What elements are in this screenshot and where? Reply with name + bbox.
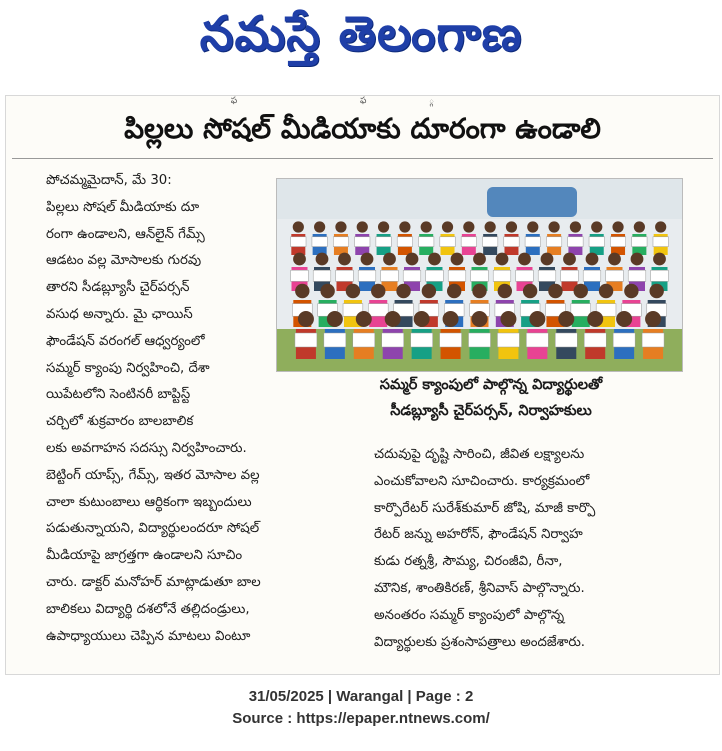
article-line: సమ్మర్ క్యాంపు నిర్వహించి, దేశా [46, 360, 210, 376]
caption-line-1: సమ్మర్ క్యాంపులో పాల్గొన్న విద్యార్థులతో [379, 377, 603, 393]
article-line: మీడియాపై జాగ్రత్తగా ఉండాలని సూచిం [46, 548, 243, 564]
article-line: ఆడటం వల్ల మోసాలకు గురవు [46, 253, 202, 269]
group-photo [276, 178, 683, 372]
article-line: కార్పొరేటర్ సురేశ్‌కుమార్ జోషి, మాజీ కార్పొ [374, 500, 596, 516]
caption-line-2: సీడబ్ల్యూసీ చైర్‌పర్సన్, నిర్వాహకులు [390, 403, 592, 419]
newspaper-logo: నమస్తే తెలంగాణ [199, 6, 523, 62]
article-column-left [46, 168, 271, 650]
article-line: వసుధ అన్నారు. మై ఛాయిస్ [46, 306, 193, 322]
article-line: మౌనిక, శాంతికిరణ్, శ్రీనివాస్ పాల్గొన్నారు. [374, 580, 585, 596]
article-headline: పిల్లలు సోషల్ మీడియాకు దూరంగా ఉండాలి [124, 112, 601, 145]
newspaper-clipping [5, 95, 720, 675]
group-photo-illustration [277, 179, 682, 371]
article-line: చాలా కుటుంబాలు ఆర్థికంగా ఇబ్బందులు [46, 494, 252, 510]
article-line: చారు. డాక్టర్ మనోహర్ మాట్లాడుతూ బాల [46, 574, 261, 590]
article-line: రేటర్ జన్ను అహరోన్, ఫౌండేషన్ నిర్వాహ [374, 527, 583, 543]
article-column-right [374, 442, 689, 656]
article-line: బాలికలు విద్యార్థి దశలోనే తల్లిదండ్రులు, [46, 601, 250, 617]
article-line: పోచమ్మమైదాన్, మే 30: [46, 173, 172, 188]
article-line: యిపేటలోని సెంటినరీ బాప్టిస్ట్ [46, 387, 191, 403]
article-line: తారని సీడబ్ల్యూసీ చైర్‌పర్సన్ [46, 280, 190, 296]
masthead [0, 0, 722, 92]
headline-divider [12, 158, 713, 159]
source-footer [0, 686, 722, 730]
article-line: పడుతున్నాయని, విద్యార్థులందరూ సోషల్ [46, 521, 260, 537]
article-line: లకు అవగాహన సదస్సు నిర్వహించారు. [46, 440, 247, 456]
article-line: కుడు రత్నశ్రీ, సౌమ్య, చిరంజీవి, రీనా, [374, 554, 563, 570]
article-line: విద్యార్థులకు ప్రశంసాపత్రాలు అందజేశారు. [374, 634, 586, 650]
cut-off-text-stub: ఫ ఫ ్గ [230, 96, 495, 106]
article-line: ఎంచుకోవాలని సూచించారు. కార్యక్రమంలో [374, 473, 590, 489]
date-edition-page: 31/05/2025 | Warangal | Page : 2 [248, 688, 474, 705]
article-line: రంగా ఉండాలని, ఆన్‌లైన్ గేమ్స్ [46, 226, 205, 242]
article-line: అనంతరం సమ్మర్ క్యాంపులో పాల్గొన్న [374, 607, 565, 623]
article-line: పిల్లలు సోషల్ మీడియాకు దూ [46, 199, 200, 215]
article-line: చర్చిలో శుక్రవారం బాలబాలిక [46, 414, 194, 430]
article-line: ఫౌండేషన్ వరంగల్ ఆధ్వర్యంలో [46, 333, 205, 349]
article-line: ఉపాధ్యాయులు చెప్పిన మాటలు వింటూ [46, 628, 251, 644]
photo-caption [306, 372, 676, 424]
source-url: Source : https://epaper.ntnews.com/ [232, 710, 490, 727]
article-line: చదువుపై దృష్టి సారించి, జీవిత లక్ష్యాలను [374, 447, 585, 462]
article-line: బెట్టింగ్ యాప్స్, గేమ్స్, ఇతర మోసాల వల్ల [46, 467, 260, 483]
